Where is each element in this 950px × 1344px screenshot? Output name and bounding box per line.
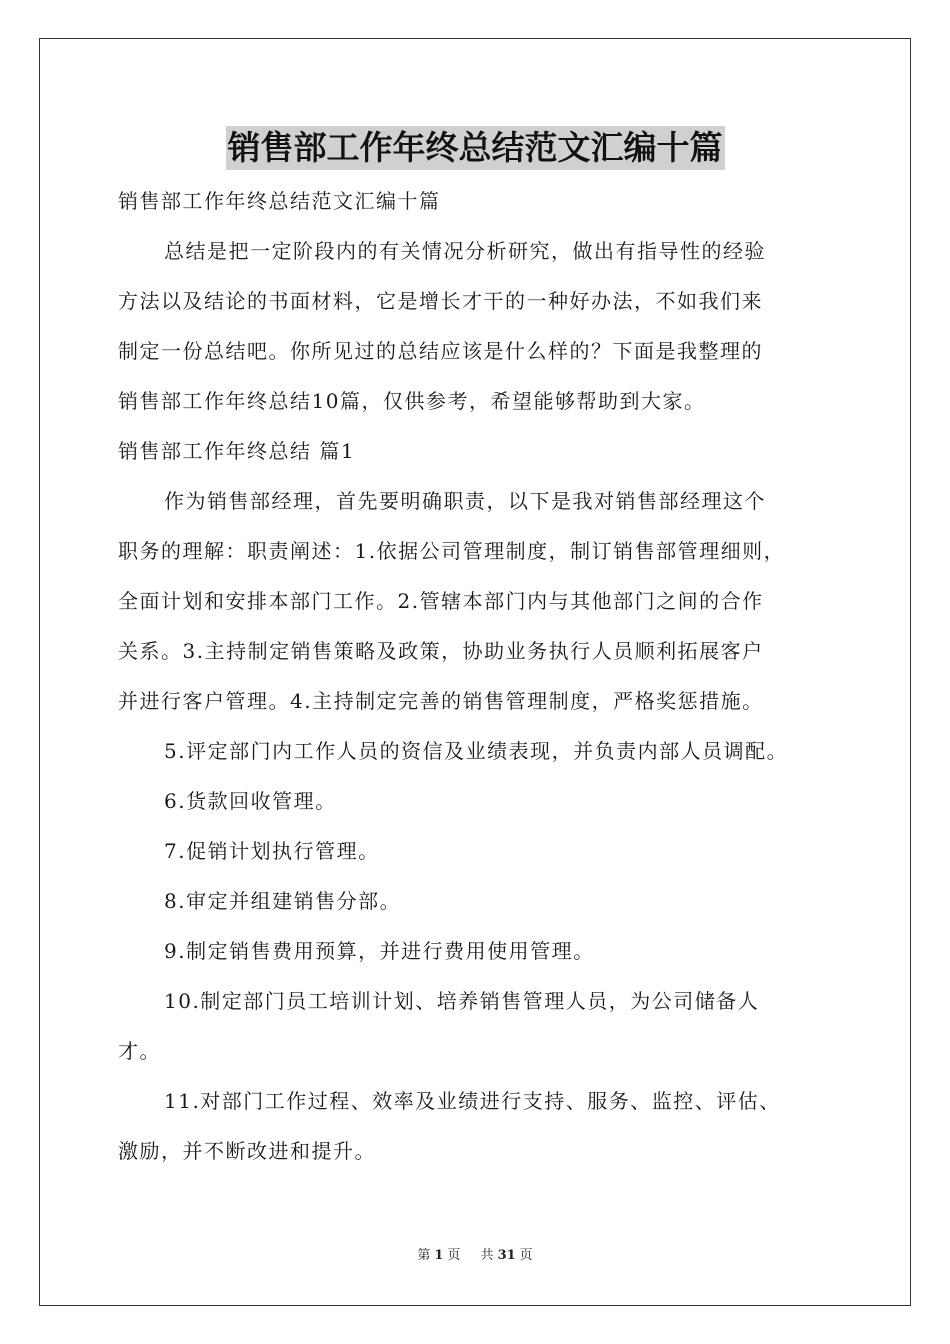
paragraph-line: 10.制定部门员工培训计划、培养销售管理人员，为公司储备人 [164,989,760,1013]
page-suffix: 页 [447,1248,461,1263]
paragraph-line: 全面计划和安排本部门工作。2.管辖本部门内与其他部门之间的合作 [118,589,764,613]
total-pages: 31 [497,1248,516,1263]
document-subtitle: 销售部工作年终总结范文汇编十篇 [118,189,441,213]
paragraph-line: 8.审定并组建销售分部。 [164,889,402,913]
paragraph-line: 职务的理解：职责阐述：1.依据公司管理制度，制订销售部管理细则， [118,539,786,563]
paragraph-line: 11.对部门工作过程、效率及业绩进行支持、服务、监控、评估、 [164,1089,781,1113]
page-total [477,1248,537,1263]
paragraph-line: 制定一份总结吧。你所见过的总结应该是什么样的？下面是我整理的 [118,339,763,363]
paragraph-line: 5.评定部门内工作人员的资信及业绩表现，并负责内部人员调配。 [164,739,789,763]
paragraph-line: 方法以及结论的书面材料，它是增长才干的一种好办法，不如我们来 [118,289,763,313]
body-text [118,226,838,1176]
paragraph-line: 销售部工作年终总结 篇1 [118,439,356,463]
paragraph-line: 激励，并不断改进和提升。 [118,1139,376,1163]
paragraph-line: 6.货款回收管理。 [164,789,337,813]
paragraph-line: 总结是把一定阶段内的有关情况分析研究，做出有指导性的经验 [164,239,766,263]
paragraph-line: 9.制定销售费用预算，并进行费用使用管理。 [164,939,595,963]
paragraph-line: 作为销售部经理，首先要明确职责，以下是我对销售部经理这个 [164,489,766,513]
page-number [413,1248,464,1263]
total-prefix: 共 [480,1248,494,1263]
paragraph-line: 才。 [118,1039,161,1063]
paragraph-line: 7.促销计划执行管理。 [164,839,380,863]
paragraph-line: 销售部工作年终总结10篇，仅供参考，希望能够帮助到大家。 [118,389,706,413]
total-suffix: 页 [519,1248,533,1263]
title-area [0,126,950,170]
paragraph-line: 并进行客户管理。4.主持制定完善的销售管理制度，严格奖惩措施。 [118,689,764,713]
page-prefix: 第 [417,1248,431,1263]
current-page: 1 [434,1248,444,1263]
document-title: 销售部工作年终总结范文汇编十篇 [226,126,725,170]
document-body [118,176,838,1176]
paragraph-line: 关系。3.主持制定销售策略及政策，协助业务执行人员顺利拓展客户 [118,639,764,663]
page-footer [0,1244,950,1263]
